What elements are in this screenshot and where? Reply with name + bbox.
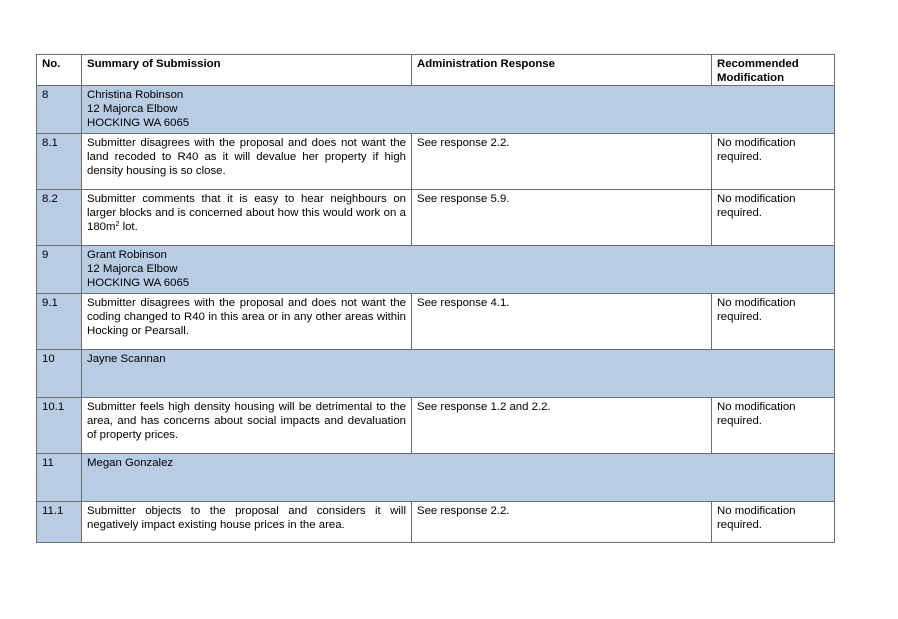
submission-item-row	[37, 294, 835, 350]
row-number: 9.1	[37, 294, 82, 350]
summary-text-end: lot.	[119, 221, 138, 233]
modification-cell: No modification required.	[712, 502, 835, 543]
submitter-name: Megan Gonzalez	[87, 457, 174, 469]
submission-item-row	[37, 190, 835, 246]
response-cell: See response 2.2.	[412, 134, 712, 190]
row-number: 8.1	[37, 134, 82, 190]
submissions-table	[36, 54, 835, 543]
modification-cell: No modification required.	[712, 134, 835, 190]
summary-cell	[82, 190, 412, 246]
modification-cell: No modification required.	[712, 398, 835, 454]
row-number: 9	[37, 246, 82, 294]
header-response: Administration Response	[412, 55, 712, 86]
submitter-details	[82, 246, 835, 294]
row-number: 11	[37, 454, 82, 502]
submitter-details	[82, 86, 835, 134]
response-cell: See response 5.9.	[412, 190, 712, 246]
response-cell: See response 1.2 and 2.2.	[412, 398, 712, 454]
table-header-row	[37, 55, 835, 86]
submitter-details	[82, 350, 835, 398]
submitter-name: Christina Robinson	[87, 89, 184, 101]
submitter-suburb: HOCKING WA 6065	[87, 277, 190, 289]
submission-item-row	[37, 398, 835, 454]
modification-cell: No modification required.	[712, 294, 835, 350]
row-number: 10.1	[37, 398, 82, 454]
summary-cell: Submitter disagrees with the proposal and does not want the coding changed to R40 in this area or in any other areas within Hocking or Pearsall.	[82, 294, 412, 350]
row-number: 8	[37, 86, 82, 134]
submitter-name: Jayne Scannan	[87, 353, 166, 365]
submitter-details	[82, 454, 835, 502]
submitter-row	[37, 454, 835, 502]
summary-cell: Submitter objects to the proposal and considers it will negatively impact existing house prices in the area.	[82, 502, 412, 543]
submitter-name: Grant Robinson	[87, 249, 167, 261]
row-number: 11.1	[37, 502, 82, 543]
header-no: No.	[37, 55, 82, 86]
header-modification: Recommended Modification	[712, 55, 835, 86]
response-cell: See response 2.2.	[412, 502, 712, 543]
modification-cell: No modification required.	[712, 190, 835, 246]
row-number: 10	[37, 350, 82, 398]
submitter-row	[37, 350, 835, 398]
summary-cell: Submitter disagrees with the proposal and does not want the land recoded to R40 as it will devalue her property if high density housing is so close.	[82, 134, 412, 190]
submitter-street: 12 Majorca Elbow	[87, 103, 178, 115]
submitter-row	[37, 86, 835, 134]
row-number: 8.2	[37, 190, 82, 246]
summary-text: Submitter comments that it is easy to hear neighbours on larger blocks and is concerned about how this would work on a 180m	[87, 193, 406, 233]
summary-cell: Submitter feels high density housing will be detrimental to the area, and has concerns about social impacts and devaluation of property prices.	[82, 398, 412, 454]
submission-item-row	[37, 502, 835, 543]
superscript-two: 2	[115, 221, 120, 228]
submitter-row	[37, 246, 835, 294]
submission-item-row	[37, 134, 835, 190]
submitter-street: 12 Majorca Elbow	[87, 263, 178, 275]
header-summary: Summary of Submission	[82, 55, 412, 86]
response-cell: See response 4.1.	[412, 294, 712, 350]
submitter-suburb: HOCKING WA 6065	[87, 117, 190, 129]
